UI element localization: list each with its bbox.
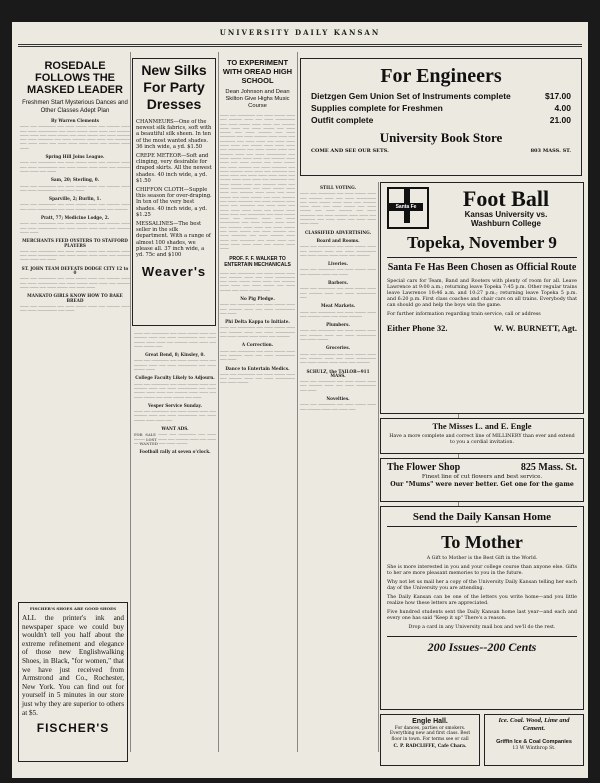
- ad-body: Special cars for Team, Band and Rooters with plenty of room for all. Leave Lawrence at 9:00 a.m.; returning leave Topeka 7:45 p.m. Other regular trains leave Lawrence 10:46 a.m. and 10:27 p.m.; returning leave Topeka 5 p.m. and 6:20 p.m. First class coaches and chair cars on all trains. Everybody that can should go and help the boys win the game.: [387, 279, 577, 308]
- kansan-home-ad: [380, 506, 584, 710]
- ad-text: Why not let us mail her a copy of the University Daily Kansan telling her each day of the University you are attending.: [387, 580, 577, 591]
- engle-hall-ad: [380, 714, 480, 766]
- price-label: Outfit complete: [311, 115, 374, 125]
- article-body: ──── ─── ──────── ─── ──── ───── ──── ─── ────── ──── ─── ──── ──────: [300, 310, 376, 319]
- santa-fe-logo: [387, 187, 429, 229]
- subhead: Dean Johnson and Dean Skilton Give Highs Music Course: [225, 89, 290, 109]
- article-body: ──── ─── ──────── ─── ──── ───── ──── ─── ────── ──── ─── ──── ───────── ─── ──── ───── ──── ──── ─── ────── ──── ──── ─── ──── ───── ─── ──── ───── ─── ──── ────── ─── ──── ─────── ─── ──── ────── ──── ──── ─── ─────── ─── ──── ──── ─── ──── ──── ──── ──── ─── ───── ──── ──── ──── ─── ──────── ─── ──── ───── ──── ─── ────── ──── ─── ──── ───────── ─── ──── ───── ──── ──── ─── ────── ──── ──── ─── ──── ───── ─── ──── ───── ─── ──── ────── ─── ──── ─────── ─── ──── ────── ──── ──── ─── ─────── ─── ──── ──── ─── ──── ──── ──── ──── ─── ───── ──── ──── ──── ─── ──────── ─── ──── ───── ──── ─── ────── ──── ─── ──── ───────── ─── ──── ───── ──── ──── ─── ────── ──── ──── ─── ──── ───── ─── ──── ───── ─── ──── ────── ─── ──── ─────── ─── ──── ────── ──── ──── ─── ─────── ─── ──── ──── ─── ──── ──── ──── ──── ─── ───── ──── ──── ──── ─── ──────── ─── ──── ───── ──── ─── ────── ──── ─── ──── ───────── ─── ──── ───── ──── ──── ─── ────── ──── ──── ─── ──── ───── ─── ──── ───── ─── ──── ────── ─── ──── ─────── ─── ──── ────── ──── ──── ─── ─────── ─── ──── ──── ─── ──── ──── ──── ──── ─── ───── ──── ────: [220, 114, 295, 252]
- section-heading: MANKATO GIRLS KNOW HOW TO BAKE BREAD: [27, 293, 123, 303]
- contact-line: [387, 323, 577, 333]
- article-body: ──── ─── ──────── ─── ──── ───── ──── ─── ────── ──── ─── ──── ───────── ─── ──── ───── ──── ──── ─── ────── ──── ──── ─── ──── ───── ─── ──── ───── ─── ────: [134, 382, 216, 400]
- price-line: [311, 103, 571, 113]
- article-body: ──── ─── ──────── ─── ──── ───── ──── ─── ────── ──── ─── ──── ───────── ─── ──── ───── ──── ──── ─── ──────: [220, 326, 295, 340]
- article-body: ──── ─── ──────── ─── ──── ───── ──── ─── ────── ──── ─── ──── ───────── ─── ──── ─────: [300, 329, 376, 343]
- column-3: [220, 58, 295, 748]
- silk-item: MESSALINES—The best seller in the silk department. With a range of almost 100 shades, we please all. 37 inch wide, a yd. 75c and $100: [136, 221, 211, 259]
- article-body: ──── ─── ──────── ─── ──── ───── ──── ─── ────── ──── ─── ──── ───────── ─── ──── ─────: [220, 372, 295, 386]
- ad-name: Griffin Ice & Coal Companies: [496, 739, 572, 745]
- flower-shop-ad: [380, 458, 584, 502]
- article-body: ──── ─── ──────── ─── ──── ───── ──── ─── ────── ──── ─── ──── ───────── ─── ────: [220, 303, 295, 316]
- section-heading: ST. JOHN TEAM DEFEATS DODGE CITY 12 to 0: [21, 265, 129, 276]
- subhead: Freshmen Start Mysterious Dances and Other Classes Adept Plan: [22, 100, 128, 114]
- ad-text: Five hundred students sent the Daily Kansan home last year—and each and every one has said "Keep it up" There's a reason.: [387, 610, 577, 621]
- section-heading: No Pig Pledge.: [240, 295, 275, 301]
- section-heading: Sam, 20; Sterling, 0.: [50, 177, 100, 183]
- ad-text: The Daily Kansan can be one of the letters you write home—and you little realize how these letters are appreciated.: [387, 595, 577, 606]
- ad-line: Finest line of cut flowers and best service.: [421, 474, 543, 480]
- article-body: ──── ─── ──────── ─── ──── ───── ──── ─── ────── ──── ─── ────: [300, 268, 376, 277]
- weavers-ad: [132, 58, 216, 326]
- section-heading: Liveries.: [328, 261, 348, 267]
- ad-info: For further information regarding train service, call or address: [387, 312, 541, 317]
- section-heading: Board and Rooms.: [316, 237, 360, 243]
- price-label: Dietzgen Gem Union Set of Instruments complete: [311, 91, 511, 101]
- column-rule: [218, 52, 219, 752]
- column-rule: [378, 182, 379, 752]
- byline: By Warren Clements: [50, 118, 100, 123]
- masthead-rule: [18, 44, 582, 45]
- store-info: [311, 148, 571, 154]
- ad-text: ALL the printer's ink and newspaper space we could buy wouldn't tell you half about the extreme refinement and elegance of those new Englishwalking Shoes, in Black, "for women," that we have just received from Armstrond and Co., Rochester, New York. You can find out for yourself in 5 minutes in our store just why they are superior to others at $5.: [22, 614, 124, 717]
- section-heading: STILL VOTING.: [319, 185, 357, 190]
- griffin-ad: [484, 714, 584, 766]
- section-heading: Novelties.: [326, 395, 350, 401]
- santa-fe-header: [387, 187, 577, 229]
- ad-title: Foot Ball: [462, 186, 550, 211]
- article-body: ──── ─── ──────── ─── ──── ───── ──── ─── ────── ──── ─── ──── ───────── ─── ──── ───── ──── ──── ─── ────── ──── ──── ─── ──── ───── ─── ──── ───── ─── ──── ────── ─── ──── ─────── ─── ──── ────── ──── ──── ─── ─────── ─── ──── ──── ─── ──── ──── ──── ────: [300, 192, 376, 227]
- ad-address: 13 W Winthrop St.: [512, 746, 556, 751]
- article-body: ──── ─── ──────── ─── ──── ───── ──── ─── ────── ──── ─── ──── ───────── ─── ────: [20, 304, 130, 314]
- rally-note: Football rally at seven o'clock.: [139, 449, 211, 455]
- article-body: ──── ─── ──────── ─── ──── ───── ──── ─── ────── ──── ─── ──── ───────── ─── ──── ───── ──── ──── ─── ────── ──── ──── ─── ──── ───── ─── ──── ───── ─── ──── ────── ─── ──── ─────── ─── ──── ────── ──── ──── ─── ─────── ─── ──── ──── ─── ──── ──── ──── ──── ─── ───── ──── ────: [20, 125, 130, 151]
- price-value: $17.00: [545, 91, 571, 101]
- ad-title: Ice. Coal. Wood, Lime and Cement.: [498, 717, 570, 732]
- section-heading: MERCHANTS FEED OYSTERS TO STAFFORD PLAYERS: [22, 238, 128, 248]
- section-heading: Spring Hill Joins League.: [45, 154, 105, 160]
- newspaper-page: [12, 22, 588, 778]
- store-tagline: COME AND SEE OUR SETS.: [311, 148, 389, 154]
- ad-text: Drop a card in any University mail box and we'll do the rest.: [408, 625, 556, 630]
- divider: [387, 526, 577, 527]
- ad-title: For Engineers: [380, 65, 502, 87]
- santa-fe-logo-text: Santa Fe: [395, 204, 417, 210]
- article-body: ──── ─── ──────── ─── ──── ───── ──── ─── ────── ──── ─── ──── ───────── ─── ──── ───── ──── ──── ─── ────── ──── ──── ─── ────: [20, 161, 130, 174]
- ad-title: To Mother: [441, 532, 523, 552]
- store-name: University Book Store: [379, 130, 503, 145]
- agent: W. W. BURNETT, Agt.: [493, 323, 577, 333]
- fischers-ad: [18, 602, 128, 762]
- shop-name: The Flower Shop: [387, 462, 461, 473]
- masthead: UNIVERSITY DAILY KANSAN: [219, 28, 381, 37]
- ad-title: The Misses L. and E. Engle: [432, 421, 532, 431]
- section-heading: Great Bend, 8; Kinsley, 0.: [145, 352, 205, 358]
- section-heading: Groceries.: [325, 345, 351, 351]
- article-body: ──── ─── ──────── ─── ──── ───── ──── ─── ────── ──── ─── ──── ───────── ───: [300, 287, 376, 300]
- article-body: ──── ─── ──────── ─── ──── ───── ──── ─── ────── ──── ─── ──── ───────── ─── ──── ───── ────: [134, 359, 216, 373]
- matchup-line: Washburn College: [471, 219, 541, 228]
- santa-fe-ad: [380, 182, 584, 414]
- article-body: ──── ─── ──────── ─── ──── ───── ──── ─── ────── ──── ─── ──── ───────── ─── ──── ───── ──── ──── ─── ────── ──── ────: [20, 222, 130, 235]
- store-address: 803 MASS. ST.: [530, 148, 571, 154]
- price-line: [311, 115, 571, 125]
- article-body: ──── ─── ──────── ─── ──── ───── ──── ─── ────── ──── ─── ──── ───────── ─── ──── ───── ──── ──── ───: [134, 410, 216, 423]
- ad-text: Have a more complete and correct line of MILLINERY than ever and extend to you a cordial invitation.: [389, 434, 575, 445]
- phone: Either Phone 32.: [387, 323, 448, 333]
- section-heading: Plumbers.: [326, 322, 350, 328]
- divider: [387, 636, 577, 637]
- section-heading: Pratt, 77; Medicine Lodge, 2.: [40, 215, 110, 221]
- article-body: ──── ─── ──────── ─── ──── ───── ──── ─── ────── ──── ─── ──── ───────── ─── ──── ───── ──── ──── ─── ────── ──── ──── ─── ──── ───── ─── ──── ────: [20, 277, 130, 290]
- headline: TO EXPERIMENT WITH OREAD HIGH SCHOOL: [222, 58, 293, 85]
- silk-item: CHIFFON CLOTH—Supple this season for over-draping. In ten of the very best shades. 40 inch wide, a yd. $1.25: [136, 187, 212, 218]
- ad-name: C. P. RADCLIFFE, Cafe Chara.: [393, 744, 467, 750]
- column-rule: [297, 52, 298, 752]
- ad-text: A Gift to Mother is the Best Gift in the World.: [426, 556, 538, 561]
- section-heading: WANT ADS.: [161, 426, 189, 432]
- ad-title: Engle Hall.: [412, 718, 448, 725]
- matchup-line: Kansas University vs.: [464, 210, 548, 219]
- article-body: ──── ─── ──────── ─── ──── ───── ──── ─── ────── ──── ─── ──── ───────── ─── ──── ───── ──── ──── ─── ──────: [300, 352, 376, 366]
- ad-text: For dances, parties or smokers. Everything new and first class. Best floor in town. For terms see or call: [389, 726, 471, 742]
- article-body: ──── ─── ──────── ─── ──── ───── ──── ─── ────── ──── ─── ──── ───: [300, 403, 376, 412]
- article-body: ──── ─── ──────── ─── ──── ───── ──── ─── ────── ──── ─── ──── ───────── ─── ──── ────: [20, 184, 130, 193]
- column-4: [300, 182, 376, 752]
- article-body: ──── ─── ──────── ─── ──── ───── ──── ─── ────── ──── ─── ──── ───────── ─── ──── ───── ──── ──── ─── ────── ──── ──── ─── ──── ───── ─── ──── ───── ─── ──── ────── ───: [220, 271, 295, 293]
- ad-line: Our "Mums" were never better. Get one for the game: [390, 481, 574, 488]
- column-rule: [130, 52, 131, 752]
- divider: [387, 257, 577, 258]
- section-heading: Vesper Service Sunday.: [148, 402, 202, 408]
- fischers-logo: FISCHER'S: [36, 721, 110, 736]
- ad-header: FISCHER'S SHOES ARE GOOD SHOES: [29, 606, 117, 611]
- article-body: ──── ─── ──────── ─── ──── ───── ──── ─── ────── ──── ─── ──── ───────── ─── ──── ───── ──── ──── ─── ──────: [20, 203, 130, 212]
- section-heading: SCHULZ, the TAILOR—911 MASS.: [306, 368, 370, 378]
- article-body: ──── ─── ──────── ─── ──── ───── ──── ─── ────── ──── ─── ──── ───────── ─── ────: [300, 380, 376, 393]
- article-body: ──── ─── ──────── ─── ──── ───── ──── ─── ────── ──── ─── ──── ───────── ─── ──── ───── ──── ──── ─── ────── ──── ──── ─── ──── ───── ───: [134, 332, 216, 349]
- masthead-rule-2: [18, 46, 582, 47]
- article-body: ──── ─── ──────── ─── ──── ───── ──── ─── ────── ──── ─── ──── ───────── ─── ──── ───── ──── ──── ─── ────── ──── ──── ─── ────: [20, 249, 130, 263]
- section-heading: Dance to Entertain Medics.: [225, 365, 290, 371]
- silk-item: CHANMEURS—One of the newest silk fabrics, soft with a beautiful silk sheen. In ten of the most wanted shades. 36 inch wide, a yd. $1.50: [136, 119, 212, 150]
- section-headline: PROF. F. F. WALKER TO ENTERTAIN MECHANICALS: [224, 255, 291, 268]
- route-announcement: Santa Fe Has Been Chosen as Official Route: [387, 262, 577, 273]
- weavers-logo: Weaver's: [141, 264, 207, 280]
- section-heading: College Faculty Likely to Adjourn.: [135, 375, 215, 381]
- want-ad-label: FOR SALE: [134, 433, 156, 438]
- price-line: [311, 91, 571, 101]
- section-heading: Meat Markets.: [320, 303, 356, 309]
- ad-text: She is more interested in you and your college course than anyone else. Gifts to her are more pleasant memories to you in the future.: [387, 565, 577, 576]
- engle-ad: [380, 418, 584, 454]
- article-body: ──── ─── ──────── ─── ──── ───── ──── ─── ────── ──── ─── ──── ───────── ─── ──── ───── ──── ──── ─── ──────: [300, 245, 376, 258]
- section-heading: A Correction.: [241, 342, 274, 348]
- section-heading: Sparville, 2; Burlin, 1.: [49, 196, 101, 202]
- ad-header: Send the Daily Kansan Home: [412, 511, 552, 523]
- football-block: [435, 188, 577, 228]
- section-heading: CLASSIFIED ADVERTISING.: [304, 229, 372, 235]
- price-value: 4.00: [554, 103, 571, 113]
- game-date: Topeka, November 9: [407, 233, 557, 252]
- want-ad-label: LOST: [146, 437, 157, 442]
- section-heading: Barbers.: [327, 280, 349, 286]
- shop-address: 825 Mass. St.: [520, 462, 577, 473]
- silk-item: CREPE METEOR—Soft and clinging, very desirable for draped skirts. All the newest shades. 40 inch wide, a yd. $1.50: [136, 153, 212, 184]
- column-2-lower: ──── ─── ──────── ─── ──── ───── ──── ─── ────── ──── ─── ──── ───────── ─── ──── ───── ──── ──── ─── ────── ──── ──── ─── ──── ───── ─── Great Bend, 8; Kinsley, 0. ──── ─── ──────── ─── ──── ───── ──── ─── ────── ──── ─── ──── ───────── ─── ──── ───── ──── College Faculty Likely to Adjourn. ──── ─── ──────── ─── ──── ───── ──── ─── ────── ──── ─── ──── ───────── ─── ──── ───── ──── ──── ─── ────── ──── ──── ─── ──── ───── ─── ──── ───── ─── ──── Vesper Service Sunday. ──── ─── ──────── ─── ──── ───── ──── ─── ────── ──── ─── ──── ───────── ─── ──── ───── ──── ──── ─── WANT ADS. FOR SALE ──── ─── ──────── ─── ──── ───── LOST ──── ─── ────── ──── ─── ──── ── WANTED ─── ──── ───── Football rally at seven o'clock.: [134, 332, 216, 455]
- engineers-ad: [300, 58, 582, 176]
- ad-title: New Silks For Party Dresses: [141, 62, 207, 112]
- ad-title-row: [387, 461, 577, 474]
- price-value: 21.00: [549, 115, 571, 125]
- headline: ROSEDALE FOLLOWS THE MASKED LEADER: [27, 60, 123, 96]
- want-ad-label: WANTED: [139, 441, 158, 446]
- article-body: ──── ─── ──────── ─── ──── ───── ──── ─── ────── ──── ─── ──── ───────── ─── ────: [220, 349, 295, 363]
- price-label: Supplies complete for Freshmen: [311, 103, 443, 113]
- section-heading: Phi Delta Kappa to Initiate.: [225, 319, 290, 325]
- offer: 200 Issues--200 Cents: [427, 640, 537, 654]
